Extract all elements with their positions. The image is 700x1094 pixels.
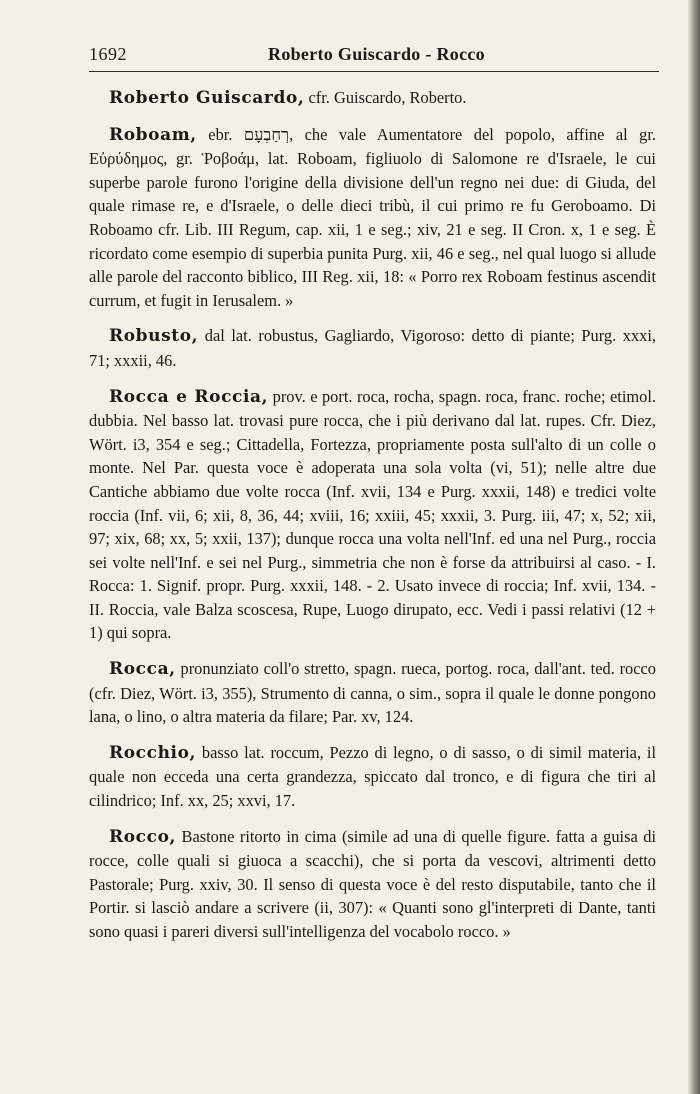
page-number: 1692 <box>89 44 127 64</box>
page-header <box>89 44 664 70</box>
headword: Roboam, <box>109 124 197 145</box>
headword: Rocco, <box>109 826 177 847</box>
entry-rocchio <box>89 741 656 813</box>
entry-text: ebr. רְחַבְעָם, che vale Aumentatore del popolo, affine al gr. Εὐρύδημος, gr. Ῥοβοάμ, lat. Roboam, figliuolo di Salomone re d'Israele, le cui superbe parole furono l'origine della divisione dell'un regno nei due: di Giuda, del quale rimase re, e d'Israele, o delle dieci tribù, il cui primo re fu Geroboamo. Di Roboamo cfr. Lib. III Regum, cap. xii, 1 e seg.; xiv, 21 e seg. II Cron. x, 1 e seg. È ricordato come esempio di superbia punita Purg. xii, 46 e seg., nel qual luogo si allude alle parole del racconto biblico, III Reg. xii, 18: « Porro rex Roboam festinus ascendit currum, et fugit in Ierusalem. » <box>89 124 656 310</box>
entry-roboam <box>89 123 656 313</box>
page-edge-shadow <box>688 0 700 1094</box>
headword: Rocca e Roccia, <box>109 386 269 407</box>
running-title: Roberto Guiscardo - Rocco <box>268 44 485 64</box>
entry-text: prov. e port. roca, rocha, spagn. roca, franc. roche; etimol. dubbia. Nel basso lat. trovasi pure rocca, che i più derivano dal lat. rupes. Cfr. Diez, Wört. i3, 354 e seg.; Cittadella, Fortezza, propriamente posta sull'alto di un colle o monte. Nel Par. questa voce è adoperata una sola volta (vi, 51); nelle altre due Cantiche abbiamo due volte rocca (Inf. xvii, 134 e Purg. xxxii, 148) e tredici volte roccia (Inf. vii, 6; xii, 8, 36, 44; xviii, 16; xxiii, 45; xxxii, 3. Purg. iii, 47; x, 52; xii, 97; xix, 68; xx, 5; xxii, 137); dunque rocca una volta nell'Inf. ed una nel Purg., roccia sei volte nell'Inf. e sei nel Purg., simmetria che non è forse da attribuirsi al caso. - I. Rocca: 1. Signif. propr. Purg. xxxii, 148. - 2. Usato invece di roccia; Inf. xvii, 134. - II. Roccia, vale Balza scoscesa, Rupe, Luogo dirupato, ecc. Vedi i passi relativi (12 + 1) qui sopra. <box>89 386 656 643</box>
headword: Robusto, <box>109 326 199 347</box>
entry-robusto <box>89 324 656 372</box>
entry-text: Bastone ritorto in cima (simile ad una di quelle figure. fatta a guisa di rocce, colle quali si giuoca a scacchi), che si porta da vescovi, altrimenti detto Pastorale; Purg. xxiv, 30. Il senso di questa voce è del resto disputabile, tanto che il Portir. si lasciò andare a scrivere (ii, 307): « Quanti sono gl'interpreti di Dante, tanti sono quasi i pareri diversi sull'intelligenza del vocabolo rocco. » <box>89 826 656 941</box>
entry-text: basso lat. roccum, Pezzo di legno, o di sasso, o di simil materia, il quale non ecceda una certa grandezza, spiccato dal tronco, e di figura che tiri al cilindrico; Inf. xx, 25; xxvi, 17. <box>89 742 656 811</box>
headword: Rocchio, <box>109 742 197 763</box>
entry-rocca-spindle <box>89 657 656 729</box>
entry-text: dal lat. robustus, Gagliardo, Vigoroso: detto di piante; Purg. xxxi, 71; xxxii, 46. <box>89 326 656 370</box>
entry-text: pronunziato coll'o stretto, spagn. rueca, portog. roca, dall'ant. ted. rocco (cfr. Diez, Wört. i3, 355), Strumento di canna, o sim., sopra il quale le donne pongono lana, o lino, o altra materia da filare; Par. xv, 124. <box>89 659 656 727</box>
headword: Rocca, <box>109 659 176 680</box>
entry-roberto-guiscardo <box>89 86 656 111</box>
entry-rocca-roccia <box>89 385 656 646</box>
header-rule <box>89 71 659 72</box>
headword: Roberto Guiscardo, <box>109 88 305 108</box>
dictionary-column <box>89 86 656 956</box>
entry-rocco <box>89 825 656 944</box>
entry-text: cfr. Guiscardo, Roberto. <box>304 88 467 107</box>
